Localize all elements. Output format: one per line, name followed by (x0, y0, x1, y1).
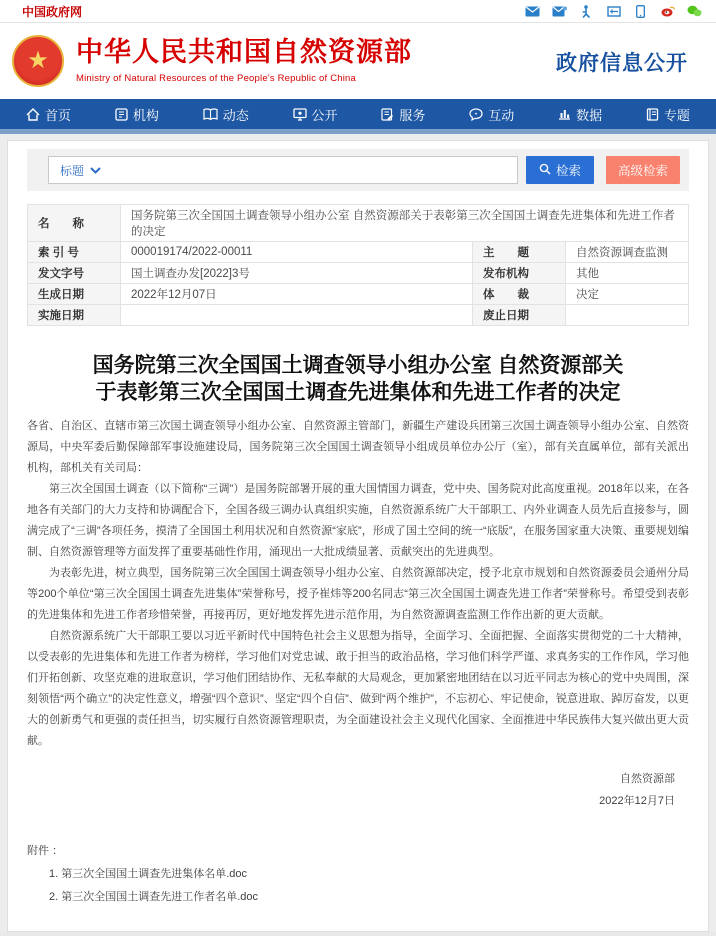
national-emblem-logo: ★ (12, 35, 64, 87)
meta-name-label: 名 称 (28, 205, 121, 242)
meta-subject-label: 主 题 (473, 242, 566, 263)
search-field-label: 标题 (60, 163, 85, 178)
content-card (7, 140, 709, 932)
chevron-down-icon (90, 163, 101, 177)
meta-effective-label: 实施日期 (28, 305, 121, 326)
subscribe-mail-icon[interactable] (552, 5, 567, 18)
section-title: 政府信息公开 (556, 52, 688, 75)
signature-block (27, 768, 689, 812)
gov-portal-link[interactable]: 中国政府网 (22, 4, 83, 19)
attachment-link-2[interactable]: 2. 第三次全国国土调查先进工作者名单.doc (49, 891, 259, 903)
search-input-wrap (48, 156, 518, 184)
advanced-search-button[interactable]: 高级检索 (606, 156, 680, 184)
table-row (28, 263, 689, 284)
site-header (0, 23, 716, 99)
attachments-section (27, 840, 689, 909)
mobile-icon[interactable] (633, 5, 648, 18)
meta-created-value: 2022年12月07日 (121, 284, 473, 305)
document-title: 国务院第三次全国国土调查领导小组办公室 自然资源部关于表彰第三次全国国土调查先进集体和先进工作者的决定 (92, 354, 624, 404)
signature-date: 2022年12月7日 (599, 795, 675, 807)
home-icon (26, 108, 40, 121)
disclosure-icon (293, 108, 307, 121)
news-icon (203, 108, 218, 121)
meta-subject-value: 自然资源调查监测 (566, 242, 689, 263)
mail-icon[interactable] (525, 5, 540, 18)
attachments-label: 附件 ： (27, 845, 64, 857)
senior-mode-icon[interactable] (606, 5, 621, 18)
meta-index-value: 000019174/2022-00011 (121, 242, 473, 263)
nav-item-special[interactable]: 专题 (646, 105, 690, 124)
wechat-icon[interactable] (687, 5, 702, 18)
meta-created-label: 生成日期 (28, 284, 121, 305)
search-button[interactable]: 检索 (526, 156, 594, 184)
meta-effective-value (121, 305, 473, 326)
topbar-icon-group (525, 5, 702, 18)
nav-substrip (0, 129, 716, 134)
meta-genre-label: 体 裁 (473, 284, 566, 305)
special-icon (646, 108, 659, 121)
org-icon (115, 108, 128, 121)
data-icon (558, 108, 571, 120)
nav-item-home[interactable]: 首页 (26, 105, 71, 124)
nav-item-news[interactable]: 动态 (203, 105, 249, 124)
meta-repeal-value (566, 305, 689, 326)
search-icon (539, 163, 551, 178)
table-row (28, 242, 689, 263)
nav-item-org[interactable]: 机构 (115, 105, 159, 124)
meta-agency-label: 发布机构 (473, 263, 566, 284)
meta-docnum-value: 国土调查办发[2022]3号 (121, 263, 473, 284)
meta-index-label: 索 引 号 (28, 242, 121, 263)
table-row (28, 284, 689, 305)
main-nav (0, 99, 716, 129)
table-row (28, 305, 689, 326)
search-bar (27, 149, 689, 191)
paragraph-body-2: 为表彰先进，树立典型，国务院第三次全国国土调查领导小组办公室、自然资源部决定，授予北京市规划和自然资源委员会通州分局等200个单位“第三次全国国土调查先进集体”荣誉称号，授予崔炜等200名同志“第三次全国国土调查先进工作者”荣誉称号。希望受到表彰的先进集体和先进工作者珍惜荣誉，再接再厉，更好地发挥先进示范作用，为自然资源调查监测工作作出新的更大贡献。 (27, 567, 689, 621)
meta-docnum-label: 发文字号 (28, 263, 121, 284)
paragraph-salutation: 各省、自治区、直辖市第三次国土调查领导小组办公室、自然资源主管部门，新疆生产建设兵团第三次国土调查领导小组办公室、自然资源局，中央军委后勤保障部军事设施建设局，国务院第三次全国国土调查领导小组成员单位办公厅（室），部有关直属单位，部有关派出机构，部机关有关司局： (27, 420, 689, 474)
nav-item-service[interactable]: 服务 (381, 105, 425, 124)
search-input[interactable] (101, 158, 517, 182)
meta-agency-value: 其他 (566, 263, 689, 284)
nav-item-disclosure[interactable]: 公开 (293, 105, 338, 124)
interaction-icon (469, 108, 483, 121)
meta-genre-value: 决定 (566, 284, 689, 305)
accessibility-icon[interactable] (579, 5, 594, 18)
paragraph-body-1: 第三次全国国土调查（以下简称“三调”）是国务院部署开展的重大国情国力调查，党中央、国务院对此高度重视。2018年以来，在各地各有关部门的大力支持和协调配合下，全国各级三调办认真组织实施，自然资源系统广大干部职工、内外业调查人员先后直接参与，圆满完成了“三调”各项任务，摸清了全国国土利用状况和自然资源“家底”，形成了国土空间的统一“底版”，在服务国家重大决策、重要规划编制、自然资源管理等方面发挥了重要基础性作用，涌现出一大批成绩显著、贡献突出的先进典型。 (27, 483, 689, 558)
weibo-icon[interactable] (660, 5, 675, 18)
nav-item-interaction[interactable]: 互动 (469, 105, 514, 124)
paragraph-body-3: 自然资源系统广大干部职工要以习近平新时代中国特色社会主义思想为指导，全面学习、全面把握、全面落实贯彻党的二十大精神，以受表彰的先进集体和先进工作者为榜样，学习他们对党忠诚、敢于担当的政治品格，学习他们科学严谨、求真务实的工作作风，学习他们开拓创新、攻坚克难的进取意识，学习他们团结协作、无私奉献的大局观念，更加紧密地团结在以习近平同志为核心的党中央周围，深刻领悟“两个确立”的决定性意义，增强“四个意识”、坚定“四个自信”、做到“两个维护”，不忘初心、牢记使命，锐意进取、踔厉奋发，以更大的创新勇气和更强的责任担当，切实履行自然资源管理职责，为全面建设社会主义现代化国家、全面推进中华民族伟大复兴做出更大贡献。 (27, 630, 689, 747)
ministry-name-en: Ministry of Natural Resources of the People's Republic of China (76, 72, 357, 84)
signature-org: 自然资源部 (620, 773, 675, 785)
nav-item-data[interactable]: 数据 (558, 105, 602, 124)
top-utility-bar (0, 0, 716, 23)
table-row (28, 205, 689, 242)
site-title-block (76, 38, 556, 84)
search-field-select[interactable] (60, 162, 101, 179)
document-meta-table (27, 204, 689, 326)
meta-name-value: 国务院第三次全国国土调查领导小组办公室 自然资源部关于表彰第三次全国国土调查先进集体和先进工作者的决定 (121, 205, 689, 242)
meta-repeal-label: 废止日期 (473, 305, 566, 326)
attachment-link-1[interactable]: 1. 第三次全国国土调查先进集体名单.doc (49, 868, 248, 880)
service-icon (381, 108, 394, 121)
ministry-name-cn: 中华人民共和国自然资源部 (76, 37, 412, 68)
